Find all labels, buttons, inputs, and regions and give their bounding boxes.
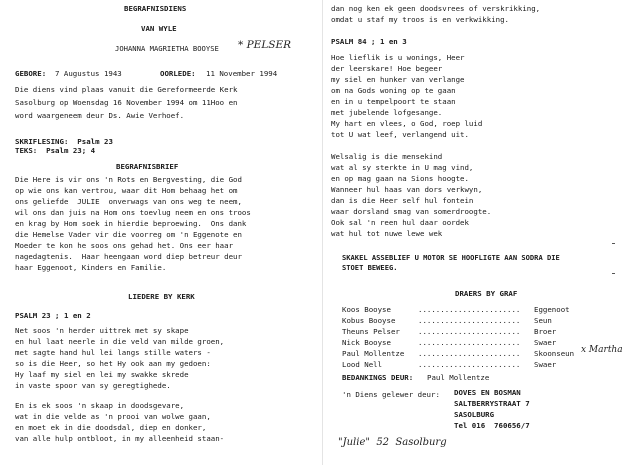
psalm84-line: waar dorsland smag van somerdroogte. xyxy=(331,207,492,216)
psalm23-line: in vaste spoor van sy geregtighede. xyxy=(15,381,171,390)
psalm84-line: dan is die Heer self hul fontein xyxy=(331,196,474,205)
mark xyxy=(612,273,615,274)
bearer-dots: ....................... xyxy=(418,305,521,314)
psalm84-line: Hoe lieflik is u wonings, Heer xyxy=(331,53,465,62)
service-line: Sasolburg op Woensdag 16 November 1994 om 11Hoo en xyxy=(15,98,238,107)
bearer-dots: ....................... xyxy=(418,349,521,358)
letter-line: wil ons dan juis na Hom ons toevlug neem en ons troos xyxy=(15,208,251,217)
bearer-relation: Swaer xyxy=(534,338,557,347)
bearers-heading: DRAERS BY GRAF xyxy=(455,289,518,298)
program-subtitle: VAN WYLE xyxy=(141,24,177,33)
service-line: word waargeneem deur Ds. Awie Verhoef. xyxy=(15,111,185,120)
program-title: BEGRAFNISDIENS xyxy=(124,4,187,13)
died-label: OORLEDE: xyxy=(160,69,196,78)
psalm84-line: Wanneer hul haas van dors verkwyn, xyxy=(331,185,483,194)
bearer-dots: ....................... xyxy=(418,360,521,369)
psalm84-line: der leerskare! Hoe begeer xyxy=(331,64,443,73)
service-line: Die diens vind plaas vanuit die Gereformeerde Kerk xyxy=(15,85,238,94)
psalm23-line: wat in die velde as 'n prooi van wolwe gaan, xyxy=(15,412,211,421)
undertaker-label: 'n Diens gelewer deur: xyxy=(342,390,440,399)
psalm84-line: en op mag gaan na Sions hoogte. xyxy=(331,174,469,183)
mark xyxy=(612,243,615,244)
bearer-name: Lood Nell xyxy=(342,360,383,369)
psalm23-line: en hul laat neerle in die veld van milde groen, xyxy=(15,337,225,346)
psalm84-line: en in u tempelpoort te staan xyxy=(331,97,456,106)
psalm84-heading: PSALM 84 ; 1 en 3 xyxy=(331,37,407,46)
letter-line: haar Eggenoot, Kinders en Familie. xyxy=(15,263,167,272)
psalm23-line: van alle hulp ontbloot, in my alleenheid staan- xyxy=(15,434,225,443)
born-date: 7 Augustus 1943 xyxy=(55,69,122,78)
scripture-reading: SKRIFLESING: Psalm 23 xyxy=(15,137,113,146)
psalm23-continuation: dan nog ken ek geen doodsvrees of verskrikking, xyxy=(331,4,541,13)
acknowledgement-value: Paul Mollentze xyxy=(427,373,490,382)
psalm84-line: met jubelende lofgesange. xyxy=(331,108,443,117)
psalm84-line: Welsalig is die mensekind xyxy=(331,152,443,161)
bearer-annotation: x Martha xyxy=(581,345,623,355)
born-label: GEBORE: xyxy=(15,69,47,78)
psalm84-line: om na Gods woning op te gaan xyxy=(331,86,456,95)
letter-line: en krag by Hom soek in hierdie beproewing. Ons dank xyxy=(15,219,247,228)
letter-line: Die Here is vir ons 'n Rots en Bergvesting, die God xyxy=(15,175,242,184)
psalm84-line: my siel en hunker van verlange xyxy=(331,75,465,84)
psalm23-heading: PSALM 23 ; 1 en 2 xyxy=(15,311,91,320)
bearer-dots: ....................... xyxy=(418,338,521,347)
bearer-relation: Skoonseun xyxy=(534,349,575,358)
bearer-name: Kobus Booyse xyxy=(342,316,396,325)
undertaker-line: Tel 016 760656/7 xyxy=(454,421,530,430)
bearer-name: Paul Mollentze xyxy=(342,349,405,358)
letter-line: Moeder te kon he soos ons gehad het. Ons eer haar xyxy=(15,241,234,250)
bearer-relation: Swaer xyxy=(534,360,557,369)
bearer-relation: Eggenoot xyxy=(534,305,570,314)
acknowledgement-label: BEDANKINGS DEUR: xyxy=(342,373,414,382)
bearer-relation: Broer xyxy=(534,327,557,336)
psalm23-line: Hy laaf my siel en lei my swakke skrede xyxy=(15,370,189,379)
psalm84-line: tot U wat leef, verlangend uit. xyxy=(331,130,469,139)
letter-line: nagedagtenis. Haar heengaan word diep betreur deur xyxy=(15,252,242,261)
sermon-text: TEKS: Psalm 23; 4 xyxy=(15,146,96,155)
letter-line: op wie ons kan vertrou, waar dit Hom behaag het om xyxy=(15,186,238,195)
notice-line: SKAKEL ASSEBLIEF U MOTOR SE HOOFLIGTE AAN SODRA DIE xyxy=(342,253,560,262)
page-fold xyxy=(322,0,323,465)
psalm23-continuation: omdat u staf my troos is en verkwikking. xyxy=(331,15,509,24)
bearer-name: Theuns Pelser xyxy=(342,327,400,336)
letter-heading: BEGRAFNISBRIEF xyxy=(116,162,179,171)
letter-line: die Hemelse Vader vir die voorreg om 'n Eggenote en xyxy=(15,230,242,239)
psalm23-line: En is ek soos 'n skaap in doodsgevare, xyxy=(15,401,185,410)
psalm84-line: wat al sy sterkte in U mag vind, xyxy=(331,163,474,172)
psalm23-line: met sagte hand hul lei langs stille waters - xyxy=(15,348,211,357)
bearer-name: Koos Booyse xyxy=(342,305,391,314)
bearer-relation: Seun xyxy=(534,316,552,325)
notice-line: STOET BEWEEG. xyxy=(342,263,398,272)
undertaker-line: SASOLBURG xyxy=(454,410,495,419)
deceased-name: JOHANNA MAGRIETHA BOOYSE xyxy=(115,44,219,53)
bearer-dots: ....................... xyxy=(418,316,521,325)
psalm84-line: My hart en vlees, o God, roep luid xyxy=(331,119,483,128)
bearer-name: Nick Booyse xyxy=(342,338,391,347)
psalm23-line: Net soos 'n herder uittrek met sy skape xyxy=(15,326,189,335)
songs-heading: LIEDERE BY KERK xyxy=(128,292,195,301)
psalm23-line: en moet ek in die doodsdal, diep en donker, xyxy=(15,423,207,432)
died-date: 11 November 1994 xyxy=(206,69,278,78)
letter-line: ons geliefde JULIE onverwags van ons weg te neem, xyxy=(15,197,242,206)
bearer-dots: ....................... xyxy=(418,327,521,336)
undertaker-line: DOVES EN BOSMAN xyxy=(454,388,521,397)
psalm23-line: so is die Heer, so het Hy ook aan my gedoen: xyxy=(15,359,211,368)
footer-annotation: "Julie" 52 Sasolburg xyxy=(338,437,447,448)
psalm84-line: Ook sal 'n reen hul daar oordek xyxy=(331,218,469,227)
psalm84-line: wat hul tot nuwe lewe wek xyxy=(331,229,443,238)
maiden-name-annotation: * PELSER xyxy=(238,39,292,51)
undertaker-line: SALTBERRYSTRAAT 7 xyxy=(454,399,530,408)
